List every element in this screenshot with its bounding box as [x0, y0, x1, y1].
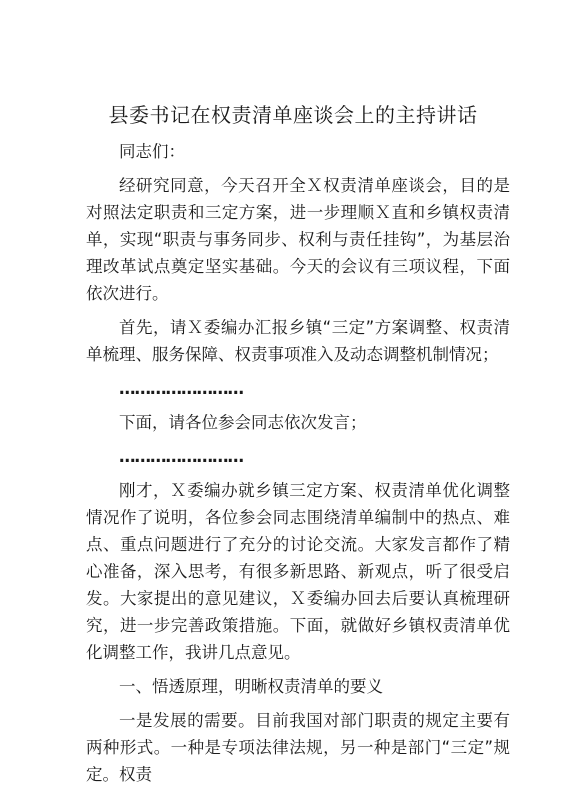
section-heading: 一、悟透原理，明晰权责清单的要义 — [119, 677, 383, 696]
document-title: 县委书记在权责清单座谈会上的主持讲话 — [108, 103, 478, 127]
paragraph-point-one: 一是发展的需要。目前我国对部门职责的规定主要有两种形式。一种是专项法律法规，另一种是部门“三定”规定。权责 — [86, 711, 510, 784]
salutation: 同志们： — [119, 142, 185, 161]
paragraph-summary: 刚才，Ｘ委编办就乡镇三定方案、权责清单优化调整情况作了说明，各位参会同志围绕清单编制中的热点、难点、重点问题进行了充分的讨论交流。大家发言都作了精心准备，深入思考，有很多新思路、新观点，听了很受启发。大家提出的意见建议，Ｘ委编办回去后要认真梳理研究，进一步完善政策措施。下面，就做好乡镇权责清单优化调整工作，我讲几点意见。 — [86, 481, 510, 662]
paragraph-agenda-first: 首先，请Ｘ委编办汇报乡镇“三定”方案调整、权责清单梳理、服务保障、权责事项准入及动态调整机制情况； — [86, 318, 510, 364]
paragraph-agenda-next: 下面，请各位参会同志依次发言； — [119, 413, 367, 432]
ellipsis-separator: …………………… — [119, 447, 243, 466]
paragraph-intro: 经研究同意，今天召开全Ｘ权责清单座谈会，目的是对照法定职责和三定方案，进一步理顺Ｘ直和乡镇权责清单，实现“职责与事务同步、权利与责任挂钩”，为基层治理改革试点奠定坚实基础。今天的会议有三项议程，下面依次进行。 — [86, 176, 510, 303]
document-body — [86, 138, 510, 795]
ellipsis-separator: …………………… — [119, 379, 243, 398]
